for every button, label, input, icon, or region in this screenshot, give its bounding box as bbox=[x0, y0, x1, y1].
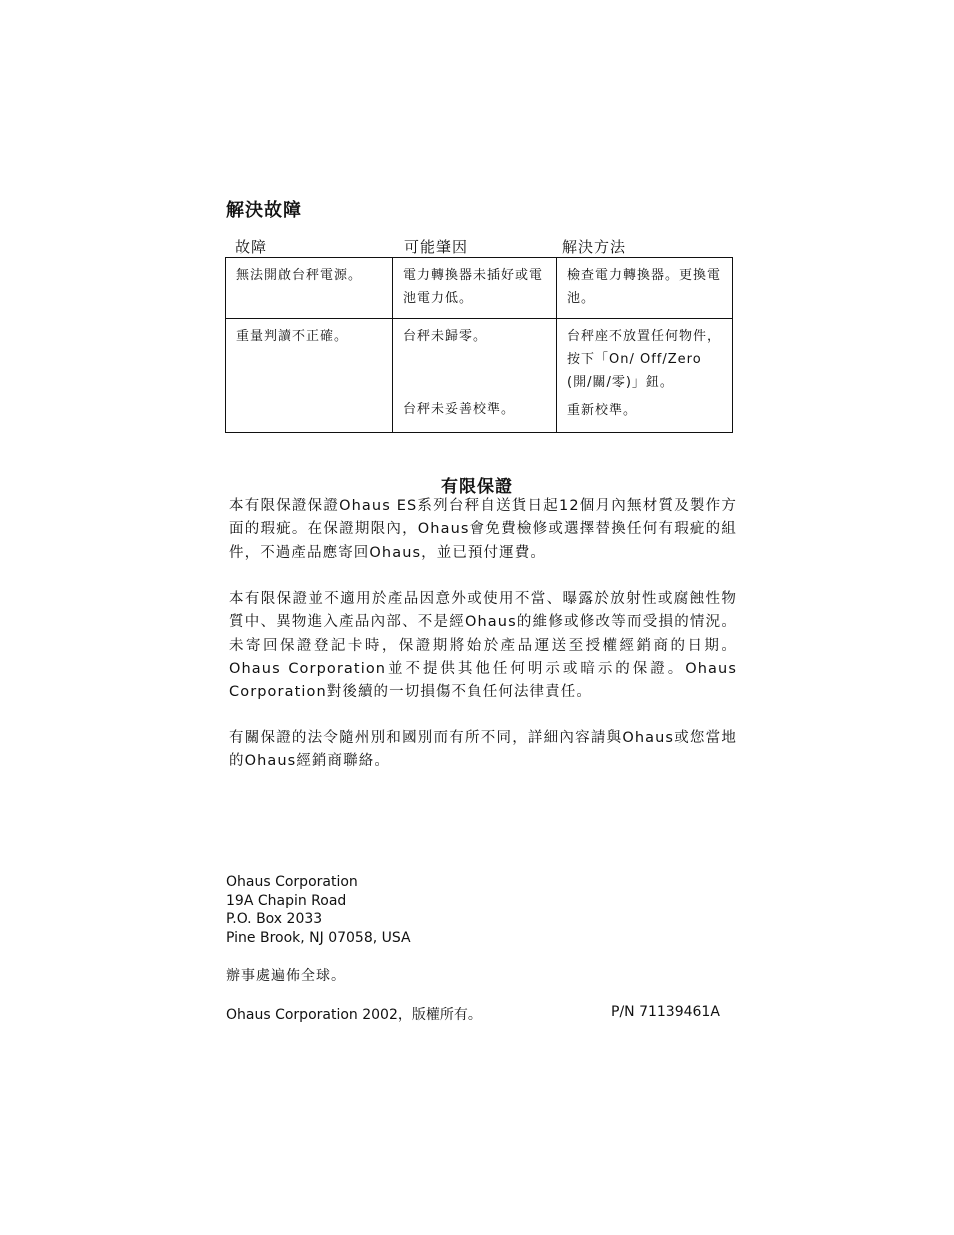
column-header-problem: 故障 bbox=[235, 238, 268, 256]
troubleshooting-table bbox=[225, 257, 733, 433]
problem-cell bbox=[226, 258, 393, 319]
column-header-solution: 解決方法 bbox=[562, 238, 627, 256]
solution-cell bbox=[557, 258, 733, 319]
copyright-notice: Ohaus Corporation 2002，版權所有。 bbox=[226, 1007, 482, 1023]
warranty-paragraph: 本有限保證保證Ohaus ES系列台秤自送貨日起12個月內無材質及製作方面的瑕疵。在保證期限內，Ohaus會免費檢修或選擇替換任何有瑕疵的組件，不過產品應寄回Ohaus，並已預付運費。 bbox=[229, 498, 737, 561]
table-row bbox=[226, 319, 733, 433]
troubleshooting-title: 解決故障 bbox=[226, 200, 302, 221]
company-address bbox=[226, 873, 411, 947]
warranty-paragraph: 有關保證的法令隨州別和國別而有所不同，詳細內容請與Ohaus或您當地的Ohaus經銷商聯絡。 bbox=[229, 730, 737, 770]
cause-cell bbox=[393, 258, 557, 319]
column-header-cause: 可能肇因 bbox=[404, 238, 469, 256]
cause-text: 台秤未妥善校準。 bbox=[403, 402, 516, 417]
warranty-paragraph: 本有限保證並不適用於產品因意外或使用不當、曝露於放射性或腐蝕性物質中、異物進入產品內部、不是經Ohaus的維修或修改等而受損的情況。未寄回保證登記卡時，保證期將始於產品運送至授權經銷商的日期。Ohaus Corporation並不提供其他任何明示或暗示的保證。Ohaus Corporation對後續的一切損傷不負任何法律責任。 bbox=[229, 591, 737, 701]
problem-cell bbox=[226, 319, 393, 433]
table-row bbox=[226, 258, 733, 319]
solution-text: 台秤座不放置任何物件，按下「On/ Off/Zero (開/關/零)」鈕。 bbox=[567, 329, 722, 390]
solution-text: 檢查電力轉換器。更換電池。 bbox=[567, 268, 722, 306]
cause-text: 電力轉換器未插好或電池電力低。 bbox=[403, 268, 544, 306]
problem-text: 無法開啟台秤電源。 bbox=[236, 268, 363, 283]
solution-cell bbox=[557, 319, 733, 433]
solution-text: 重新校準。 bbox=[567, 403, 638, 418]
address-line: 19A Chapin Road bbox=[226, 892, 347, 909]
cause-cell bbox=[393, 319, 557, 433]
problem-text: 重量判讀不正確。 bbox=[236, 329, 349, 344]
address-line: Pine Brook, NJ 07058, USA bbox=[226, 929, 411, 946]
address-line: Ohaus Corporation bbox=[226, 874, 358, 890]
address-line: P.O. Box 2033 bbox=[226, 911, 323, 928]
offices-note: 辦事處遍佈全球。 bbox=[226, 968, 346, 984]
warranty-title: 有限保證 bbox=[441, 477, 513, 497]
cause-text: 台秤未歸零。 bbox=[403, 329, 488, 344]
part-number: P/N 71139461A bbox=[611, 1004, 720, 1020]
